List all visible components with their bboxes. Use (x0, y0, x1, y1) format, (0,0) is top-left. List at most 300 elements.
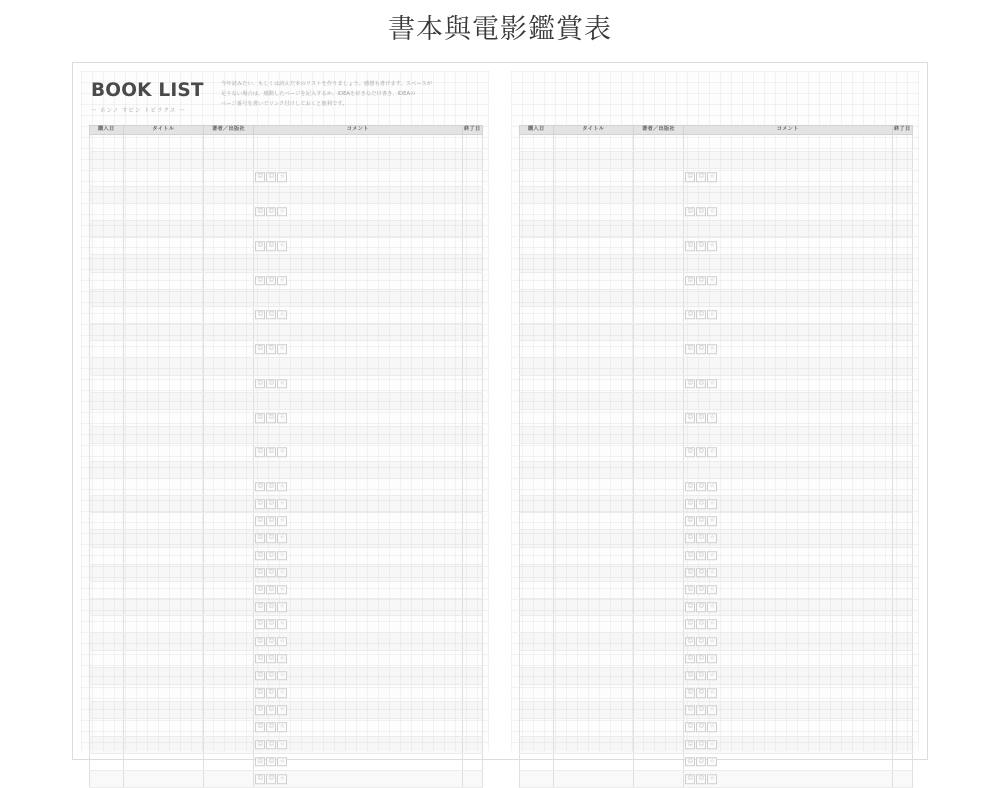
rating-stamp-2-icon[interactable]: ☹ (266, 551, 276, 561)
rating-stamp-3-icon[interactable]: ☆ (707, 276, 717, 286)
rating-stamp-2-icon[interactable]: ☹ (266, 654, 276, 664)
rating-stamp-3-icon[interactable]: ☆ (707, 207, 717, 217)
table-row[interactable] (90, 581, 483, 598)
cell-author[interactable] (204, 685, 254, 702)
rating-stamp-group[interactable] (255, 654, 287, 664)
cell-comment[interactable] (253, 152, 462, 169)
rating-stamp-2-icon[interactable]: ☹ (266, 723, 276, 733)
cell-end[interactable] (892, 427, 912, 444)
rating-stamp-1-icon[interactable]: ☺ (255, 706, 265, 716)
cell-end[interactable] (892, 736, 912, 753)
cell-comment[interactable] (253, 753, 462, 770)
rating-stamp-1-icon[interactable]: ☺ (685, 602, 695, 612)
cell-title[interactable] (123, 289, 204, 306)
rating-stamp-1-icon[interactable]: ☺ (685, 637, 695, 647)
rating-stamp-group[interactable] (685, 310, 717, 320)
rating-stamp-2-icon[interactable]: ☹ (266, 516, 276, 526)
cell-title[interactable] (123, 513, 204, 530)
rating-stamp-3-icon[interactable]: ☆ (277, 706, 287, 716)
table-row[interactable] (520, 495, 913, 512)
cell-end[interactable] (462, 770, 482, 787)
table-row[interactable] (90, 753, 483, 770)
cell-title[interactable] (553, 169, 634, 186)
cell-author[interactable] (634, 685, 684, 702)
cell-title[interactable] (553, 186, 634, 203)
cell-author[interactable] (204, 255, 254, 272)
cell-comment[interactable] (253, 650, 462, 667)
table-row[interactable] (520, 650, 913, 667)
cell-end[interactable] (892, 169, 912, 186)
cell-author[interactable] (634, 599, 684, 616)
rating-stamp-group[interactable] (255, 413, 287, 423)
cell-date[interactable] (520, 685, 554, 702)
table-row[interactable] (90, 169, 483, 186)
cell-date[interactable] (520, 358, 554, 375)
rating-stamp-3-icon[interactable]: ☆ (707, 173, 717, 183)
rating-stamp-2-icon[interactable]: ☹ (266, 585, 276, 595)
table-row[interactable] (520, 513, 913, 530)
cell-title[interactable] (553, 220, 634, 237)
rating-stamp-1-icon[interactable]: ☺ (685, 671, 695, 681)
rating-stamp-3-icon[interactable]: ☆ (707, 499, 717, 509)
rating-stamp-group[interactable] (255, 637, 287, 647)
cell-date[interactable] (520, 324, 554, 341)
rating-stamp-1-icon[interactable]: ☺ (255, 568, 265, 578)
cell-end[interactable] (892, 392, 912, 409)
cell-title[interactable] (123, 238, 204, 255)
rating-stamp-1-icon[interactable]: ☺ (255, 688, 265, 698)
rating-stamp-2-icon[interactable]: ☹ (696, 207, 706, 217)
cell-end[interactable] (462, 461, 482, 478)
cell-date[interactable] (90, 444, 124, 461)
cell-date[interactable] (90, 564, 124, 581)
rating-stamp-1-icon[interactable]: ☺ (685, 379, 695, 389)
table-row[interactable] (90, 736, 483, 753)
rating-stamp-1-icon[interactable]: ☺ (255, 207, 265, 217)
cell-title[interactable] (553, 736, 634, 753)
cell-title[interactable] (553, 427, 634, 444)
cell-end[interactable] (892, 753, 912, 770)
cell-author[interactable] (634, 530, 684, 547)
cell-date[interactable] (520, 427, 554, 444)
cell-comment[interactable] (683, 564, 892, 581)
rating-stamp-2-icon[interactable]: ☹ (266, 602, 276, 612)
rating-stamp-2-icon[interactable]: ☹ (266, 345, 276, 355)
rating-stamp-1-icon[interactable]: ☺ (685, 241, 695, 251)
cell-date[interactable] (90, 753, 124, 770)
rating-stamp-3-icon[interactable]: ☆ (707, 413, 717, 423)
cell-date[interactable] (90, 375, 124, 392)
rating-stamp-group[interactable] (685, 379, 717, 389)
rating-stamp-2-icon[interactable]: ☹ (696, 688, 706, 698)
table-row[interactable] (90, 685, 483, 702)
cell-date[interactable] (90, 461, 124, 478)
rating-stamp-2-icon[interactable]: ☹ (696, 413, 706, 423)
table-row[interactable] (520, 169, 913, 186)
cell-comment[interactable] (683, 478, 892, 495)
rating-stamp-1-icon[interactable]: ☺ (685, 706, 695, 716)
rating-stamp-3-icon[interactable]: ☆ (277, 379, 287, 389)
rating-stamp-2-icon[interactable]: ☹ (696, 173, 706, 183)
cell-comment[interactable] (683, 633, 892, 650)
rating-stamp-group[interactable] (255, 534, 287, 544)
cell-end[interactable] (892, 203, 912, 220)
cell-title[interactable] (123, 341, 204, 358)
rating-stamp-3-icon[interactable]: ☆ (277, 534, 287, 544)
cell-date[interactable] (520, 152, 554, 169)
cell-end[interactable] (892, 272, 912, 289)
cell-date[interactable] (90, 238, 124, 255)
cell-author[interactable] (634, 495, 684, 512)
table-row[interactable] (520, 186, 913, 203)
rating-stamp-1-icon[interactable]: ☺ (255, 310, 265, 320)
cell-comment[interactable] (683, 392, 892, 409)
rating-stamp-2-icon[interactable]: ☹ (696, 534, 706, 544)
table-row[interactable] (520, 306, 913, 323)
cell-date[interactable] (520, 599, 554, 616)
rating-stamp-3-icon[interactable]: ☆ (707, 568, 717, 578)
rating-stamp-2-icon[interactable]: ☹ (696, 774, 706, 784)
cell-end[interactable] (462, 186, 482, 203)
cell-title[interactable] (123, 135, 204, 152)
cell-date[interactable] (90, 633, 124, 650)
table-row[interactable] (520, 341, 913, 358)
rating-stamp-3-icon[interactable]: ☆ (707, 345, 717, 355)
cell-author[interactable] (634, 203, 684, 220)
cell-comment[interactable] (253, 358, 462, 375)
table-row[interactable] (520, 444, 913, 461)
rating-stamp-2-icon[interactable]: ☹ (696, 620, 706, 630)
cell-date[interactable] (520, 581, 554, 598)
cell-end[interactable] (462, 427, 482, 444)
rating-stamp-1-icon[interactable]: ☺ (685, 413, 695, 423)
cell-comment[interactable] (683, 530, 892, 547)
cell-date[interactable] (90, 547, 124, 564)
table-row[interactable] (520, 685, 913, 702)
table-row[interactable] (520, 410, 913, 427)
cell-title[interactable] (553, 238, 634, 255)
table-row[interactable] (90, 719, 483, 736)
rating-stamp-group[interactable] (255, 207, 287, 217)
cell-end[interactable] (892, 238, 912, 255)
cell-end[interactable] (892, 255, 912, 272)
rating-stamp-group[interactable] (685, 276, 717, 286)
rating-stamp-group[interactable] (255, 241, 287, 251)
rating-stamp-3-icon[interactable]: ☆ (707, 379, 717, 389)
cell-comment[interactable] (253, 633, 462, 650)
rating-stamp-3-icon[interactable]: ☆ (277, 448, 287, 458)
cell-title[interactable] (123, 530, 204, 547)
cell-author[interactable] (204, 581, 254, 598)
cell-date[interactable] (520, 616, 554, 633)
cell-comment[interactable] (683, 272, 892, 289)
cell-author[interactable] (204, 289, 254, 306)
cell-title[interactable] (123, 478, 204, 495)
cell-author[interactable] (634, 392, 684, 409)
cell-comment[interactable] (683, 152, 892, 169)
rating-stamp-1-icon[interactable]: ☺ (255, 276, 265, 286)
cell-end[interactable] (892, 547, 912, 564)
cell-comment[interactable] (253, 238, 462, 255)
rating-stamp-group[interactable] (255, 585, 287, 595)
cell-end[interactable] (462, 375, 482, 392)
table-row[interactable] (90, 513, 483, 530)
cell-comment[interactable] (253, 667, 462, 684)
cell-author[interactable] (204, 272, 254, 289)
rating-stamp-1-icon[interactable]: ☺ (255, 173, 265, 183)
cell-end[interactable] (462, 513, 482, 530)
cell-date[interactable] (90, 530, 124, 547)
table-row[interactable] (90, 444, 483, 461)
table-row[interactable] (90, 616, 483, 633)
cell-comment[interactable] (253, 341, 462, 358)
rating-stamp-2-icon[interactable]: ☹ (266, 413, 276, 423)
cell-author[interactable] (204, 220, 254, 237)
cell-date[interactable] (90, 719, 124, 736)
cell-title[interactable] (123, 753, 204, 770)
rating-stamp-1-icon[interactable]: ☺ (685, 534, 695, 544)
table-row[interactable] (90, 186, 483, 203)
cell-title[interactable] (553, 135, 634, 152)
cell-comment[interactable] (683, 513, 892, 530)
table-row[interactable] (520, 547, 913, 564)
cell-title[interactable] (553, 547, 634, 564)
cell-author[interactable] (634, 719, 684, 736)
table-row[interactable] (90, 427, 483, 444)
rating-stamp-2-icon[interactable]: ☹ (696, 310, 706, 320)
rating-stamp-2-icon[interactable]: ☹ (266, 534, 276, 544)
rating-stamp-2-icon[interactable]: ☹ (266, 706, 276, 716)
cell-author[interactable] (204, 719, 254, 736)
cell-author[interactable] (634, 581, 684, 598)
cell-comment[interactable] (253, 324, 462, 341)
cell-date[interactable] (520, 736, 554, 753)
rating-stamp-3-icon[interactable]: ☆ (707, 310, 717, 320)
rating-stamp-1-icon[interactable]: ☺ (255, 585, 265, 595)
rating-stamp-1-icon[interactable]: ☺ (685, 774, 695, 784)
rating-stamp-1-icon[interactable]: ☺ (255, 379, 265, 389)
rating-stamp-2-icon[interactable]: ☹ (266, 499, 276, 509)
cell-title[interactable] (123, 685, 204, 702)
rating-stamp-3-icon[interactable]: ☆ (277, 482, 287, 492)
rating-stamp-3-icon[interactable]: ☆ (707, 723, 717, 733)
table-row[interactable] (90, 461, 483, 478)
table-row[interactable] (90, 203, 483, 220)
cell-comment[interactable] (253, 495, 462, 512)
cell-date[interactable] (520, 169, 554, 186)
cell-end[interactable] (462, 667, 482, 684)
cell-end[interactable] (462, 495, 482, 512)
cell-comment[interactable] (683, 616, 892, 633)
rating-stamp-1-icon[interactable]: ☺ (685, 345, 695, 355)
rating-stamp-group[interactable] (255, 723, 287, 733)
cell-comment[interactable] (253, 770, 462, 787)
cell-author[interactable] (204, 495, 254, 512)
rating-stamp-3-icon[interactable]: ☆ (277, 568, 287, 578)
table-row[interactable] (90, 530, 483, 547)
cell-comment[interactable] (253, 410, 462, 427)
cell-author[interactable] (204, 427, 254, 444)
rating-stamp-1-icon[interactable]: ☺ (255, 482, 265, 492)
cell-date[interactable] (90, 581, 124, 598)
cell-date[interactable] (520, 478, 554, 495)
cell-comment[interactable] (253, 685, 462, 702)
cell-comment[interactable] (683, 495, 892, 512)
table-row[interactable] (90, 324, 483, 341)
cell-end[interactable] (892, 461, 912, 478)
cell-date[interactable] (520, 255, 554, 272)
cell-end[interactable] (892, 324, 912, 341)
rating-stamp-group[interactable] (685, 602, 717, 612)
cell-author[interactable] (634, 220, 684, 237)
cell-title[interactable] (123, 255, 204, 272)
rating-stamp-3-icon[interactable]: ☆ (277, 654, 287, 664)
cell-end[interactable] (892, 633, 912, 650)
rating-stamp-2-icon[interactable]: ☹ (266, 568, 276, 578)
rating-stamp-group[interactable] (685, 774, 717, 784)
cell-comment[interactable] (683, 753, 892, 770)
table-row[interactable] (90, 392, 483, 409)
rating-stamp-group[interactable] (685, 740, 717, 750)
rating-stamp-group[interactable] (255, 173, 287, 183)
rating-stamp-group[interactable] (685, 637, 717, 647)
rating-stamp-group[interactable] (685, 241, 717, 251)
rating-stamp-2-icon[interactable]: ☹ (696, 516, 706, 526)
cell-date[interactable] (90, 272, 124, 289)
cell-author[interactable] (204, 770, 254, 787)
cell-end[interactable] (892, 358, 912, 375)
cell-end[interactable] (462, 478, 482, 495)
cell-date[interactable] (90, 685, 124, 702)
cell-comment[interactable] (253, 719, 462, 736)
cell-title[interactable] (553, 667, 634, 684)
cell-end[interactable] (892, 530, 912, 547)
cell-author[interactable] (634, 564, 684, 581)
rating-stamp-group[interactable] (685, 534, 717, 544)
rating-stamp-2-icon[interactable]: ☹ (696, 499, 706, 509)
table-row[interactable] (520, 719, 913, 736)
rating-stamp-group[interactable] (685, 706, 717, 716)
cell-title[interactable] (553, 581, 634, 598)
rating-stamp-2-icon[interactable]: ☹ (696, 671, 706, 681)
cell-title[interactable] (553, 255, 634, 272)
rating-stamp-2-icon[interactable]: ☹ (266, 207, 276, 217)
cell-author[interactable] (634, 186, 684, 203)
rating-stamp-group[interactable] (255, 774, 287, 784)
cell-title[interactable] (553, 599, 634, 616)
cell-comment[interactable] (683, 203, 892, 220)
cell-date[interactable] (90, 770, 124, 787)
table-row[interactable] (520, 461, 913, 478)
cell-date[interactable] (90, 203, 124, 220)
cell-comment[interactable] (683, 358, 892, 375)
table-row[interactable] (520, 599, 913, 616)
rating-stamp-3-icon[interactable]: ☆ (707, 551, 717, 561)
rating-stamp-group[interactable] (685, 723, 717, 733)
table-row[interactable] (520, 238, 913, 255)
cell-title[interactable] (553, 530, 634, 547)
rating-stamp-2-icon[interactable]: ☹ (696, 706, 706, 716)
cell-title[interactable] (553, 289, 634, 306)
rating-stamp-1-icon[interactable]: ☺ (685, 310, 695, 320)
rating-stamp-3-icon[interactable]: ☆ (277, 723, 287, 733)
cell-end[interactable] (462, 564, 482, 581)
cell-date[interactable] (90, 289, 124, 306)
rating-stamp-2-icon[interactable]: ☹ (266, 688, 276, 698)
cell-author[interactable] (634, 358, 684, 375)
cell-title[interactable] (553, 616, 634, 633)
cell-title[interactable] (123, 564, 204, 581)
cell-date[interactable] (90, 152, 124, 169)
cell-title[interactable] (553, 478, 634, 495)
cell-date[interactable] (520, 650, 554, 667)
rating-stamp-group[interactable] (685, 585, 717, 595)
cell-date[interactable] (90, 306, 124, 323)
rating-stamp-3-icon[interactable]: ☆ (707, 241, 717, 251)
cell-title[interactable] (123, 324, 204, 341)
cell-comment[interactable] (683, 238, 892, 255)
cell-comment[interactable] (683, 719, 892, 736)
cell-date[interactable] (90, 599, 124, 616)
cell-date[interactable] (520, 186, 554, 203)
cell-comment[interactable] (253, 427, 462, 444)
rating-stamp-1-icon[interactable]: ☺ (255, 723, 265, 733)
cell-author[interactable] (634, 255, 684, 272)
rating-stamp-group[interactable] (255, 757, 287, 767)
rating-stamp-3-icon[interactable]: ☆ (277, 276, 287, 286)
cell-title[interactable] (123, 719, 204, 736)
cell-comment[interactable] (683, 375, 892, 392)
rating-stamp-1-icon[interactable]: ☺ (255, 774, 265, 784)
cell-author[interactable] (204, 410, 254, 427)
rating-stamp-1-icon[interactable]: ☺ (685, 276, 695, 286)
table-row[interactable] (520, 667, 913, 684)
table-row[interactable] (90, 255, 483, 272)
rating-stamp-1-icon[interactable]: ☺ (685, 723, 695, 733)
cell-comment[interactable] (253, 255, 462, 272)
table-row[interactable] (520, 392, 913, 409)
table-row[interactable] (90, 478, 483, 495)
cell-author[interactable] (204, 753, 254, 770)
cell-title[interactable] (123, 495, 204, 512)
rating-stamp-2-icon[interactable]: ☹ (696, 602, 706, 612)
cell-comment[interactable] (683, 736, 892, 753)
table-row[interactable] (90, 289, 483, 306)
cell-title[interactable] (123, 186, 204, 203)
cell-title[interactable] (123, 272, 204, 289)
cell-comment[interactable] (683, 410, 892, 427)
cell-author[interactable] (634, 306, 684, 323)
table-row[interactable] (90, 375, 483, 392)
cell-author[interactable] (634, 753, 684, 770)
table-row[interactable] (520, 564, 913, 581)
table-row[interactable] (520, 581, 913, 598)
cell-comment[interactable] (253, 599, 462, 616)
cell-comment[interactable] (253, 203, 462, 220)
table-row[interactable] (520, 358, 913, 375)
rating-stamp-3-icon[interactable]: ☆ (277, 688, 287, 698)
rating-stamp-2-icon[interactable]: ☹ (696, 723, 706, 733)
cell-date[interactable] (90, 169, 124, 186)
cell-end[interactable] (462, 650, 482, 667)
rating-stamp-1-icon[interactable]: ☺ (685, 207, 695, 217)
cell-end[interactable] (892, 410, 912, 427)
cell-date[interactable] (90, 702, 124, 719)
rating-stamp-group[interactable] (255, 671, 287, 681)
cell-author[interactable] (634, 736, 684, 753)
cell-author[interactable] (204, 478, 254, 495)
cell-author[interactable] (204, 358, 254, 375)
